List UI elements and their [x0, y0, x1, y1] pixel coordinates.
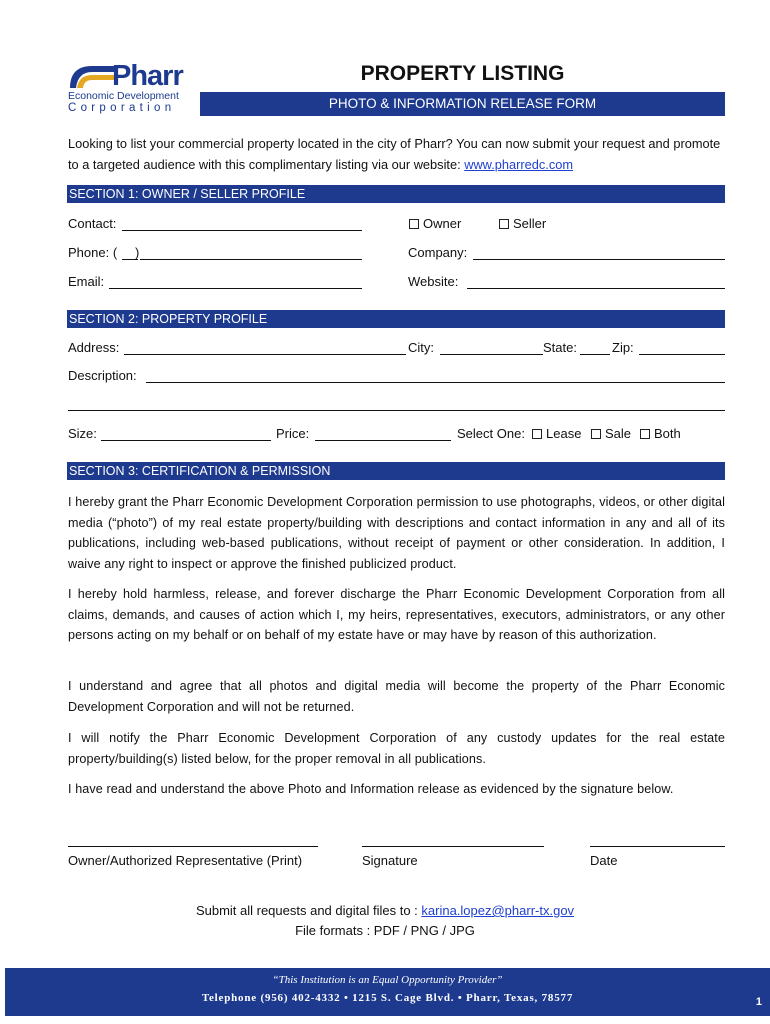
section-1-header: SECTION 1: OWNER / SELLER PROFILE: [67, 185, 725, 203]
logo-name: Pharr: [112, 60, 183, 92]
phone-close-paren: ): [135, 245, 140, 260]
intro-paragraph: [68, 133, 728, 175]
sale-checkbox[interactable]: [591, 426, 631, 441]
seller-checkbox[interactable]: [499, 216, 546, 231]
pharr-logo-icon: [68, 62, 116, 92]
signature-label: Signature: [362, 853, 418, 868]
address-label: Address:: [68, 340, 120, 355]
zip-field[interactable]: [639, 354, 725, 355]
section-3-header: SECTION 3: CERTIFICATION & PERMISSION: [67, 462, 725, 480]
company-label: Company:: [408, 245, 468, 260]
sale-checkbox-icon[interactable]: [591, 429, 601, 439]
seller-label: Seller: [513, 216, 547, 231]
price-label: Price:: [276, 426, 310, 441]
section-2-header: SECTION 2: PROPERTY PROFILE: [67, 310, 725, 328]
description-field-line-2[interactable]: [68, 410, 725, 411]
owner-label: Owner: [423, 216, 462, 231]
certification-paragraph-2: I hereby hold harmless, release, and forever discharge the Pharr Economic Development Corporation from all claims, demands, and causes of action which I, my heirs, representatives, executors, administrators, or any other persons acting on my behalf or on behalf of my estate have or may have by reason of this authorization.: [68, 587, 725, 642]
submit-email-link[interactable]: karina.lopez@pharr-tx.gov: [421, 903, 575, 918]
certification-paragraph-4: I will notify the Pharr Economic Development Corporation of any custody updates for the real estate property/building(s) listed below, for the proper removal in all publications.: [68, 731, 725, 766]
footer-contact: Telephone (956) 402-4332 • 1215 S. Cage Blvd. • Pharr, Texas, 78577: [201, 992, 574, 1004]
form-subtitle-bar: PHOTO & INFORMATION RELEASE FORM: [200, 92, 725, 116]
both-checkbox[interactable]: [640, 426, 681, 441]
logo-line1: Economic Development: [68, 90, 179, 102]
seller-checkbox-icon[interactable]: [499, 219, 509, 229]
intro-text: Looking to list your commercial property located in the city of Pharr? You can now submit your request and promote to a targeted audience with this complimentary listing via our website:: [68, 136, 721, 172]
price-field[interactable]: [315, 440, 451, 441]
zip-label: Zip:: [612, 340, 634, 355]
owner-print-label: Owner/Authorized Representative (Print): [68, 853, 303, 868]
footer-bar: [5, 968, 770, 1016]
file-formats: File formats : PDF / PNG / JPG: [295, 923, 475, 938]
submit-text: Submit all requests and digital files to :: [195, 903, 422, 918]
logo-line2: Corporation: [68, 102, 176, 114]
signature-line[interactable]: [362, 846, 544, 847]
website-field[interactable]: [467, 288, 725, 289]
email-label: Email:: [68, 274, 105, 289]
date-label: Date: [590, 853, 618, 868]
lease-checkbox-icon[interactable]: [532, 429, 542, 439]
page-number: 1: [755, 996, 762, 1008]
sale-label: Sale: [605, 426, 632, 441]
description-field-line-1[interactable]: [146, 382, 725, 383]
city-label: City:: [408, 340, 434, 355]
address-field[interactable]: [124, 354, 406, 355]
email-field[interactable]: [109, 288, 362, 289]
submit-instructions: [0, 903, 770, 918]
website-label: Website:: [408, 274, 459, 289]
date-line[interactable]: [590, 846, 725, 847]
select-one-label: Select One:: [457, 426, 525, 441]
size-field[interactable]: [101, 440, 271, 441]
phone-field[interactable]: [140, 259, 362, 260]
both-label: Both: [654, 426, 681, 441]
certification-paragraph-3: I understand and agree that all photos and digital media will become the property of the Pharr Economic Development Corporation and will not be returned.: [68, 679, 725, 714]
phone-label: Phone: (: [68, 245, 118, 260]
page-title: PROPERTY LISTING: [360, 62, 565, 85]
description-label: Description:: [68, 368, 137, 383]
both-checkbox-icon[interactable]: [640, 429, 650, 439]
website-link[interactable]: www.pharredc.com: [464, 157, 574, 172]
city-field[interactable]: [440, 354, 543, 355]
certification-paragraph-1: I hereby grant the Pharr Economic Development Corporation permission to use photographs, videos, or other digital media (“photo”) of my real estate property/building with descriptions and contact information in any and all of its publications, including web-based publications, without receipt of payment or other consideration. In addition, I waive any right to inspect or approve the finished publicized product.: [68, 495, 725, 571]
state-label: State:: [543, 340, 577, 355]
lease-checkbox[interactable]: [532, 426, 581, 441]
state-field[interactable]: [580, 354, 610, 355]
size-label: Size:: [68, 426, 97, 441]
logo: [68, 62, 198, 118]
certification-paragraph-5: I have read and understand the above Photo and Information release as evidenced by the signature below.: [68, 782, 674, 796]
contact-field[interactable]: [122, 230, 362, 231]
footer-equal-opportunity: “This Institution is an Equal Opportunity Provider”: [272, 974, 503, 986]
contact-label: Contact:: [68, 216, 117, 231]
lease-label: Lease: [546, 426, 582, 441]
owner-print-line[interactable]: [68, 846, 318, 847]
owner-checkbox-icon[interactable]: [409, 219, 419, 229]
company-field[interactable]: [473, 259, 725, 260]
owner-checkbox[interactable]: [409, 216, 461, 231]
